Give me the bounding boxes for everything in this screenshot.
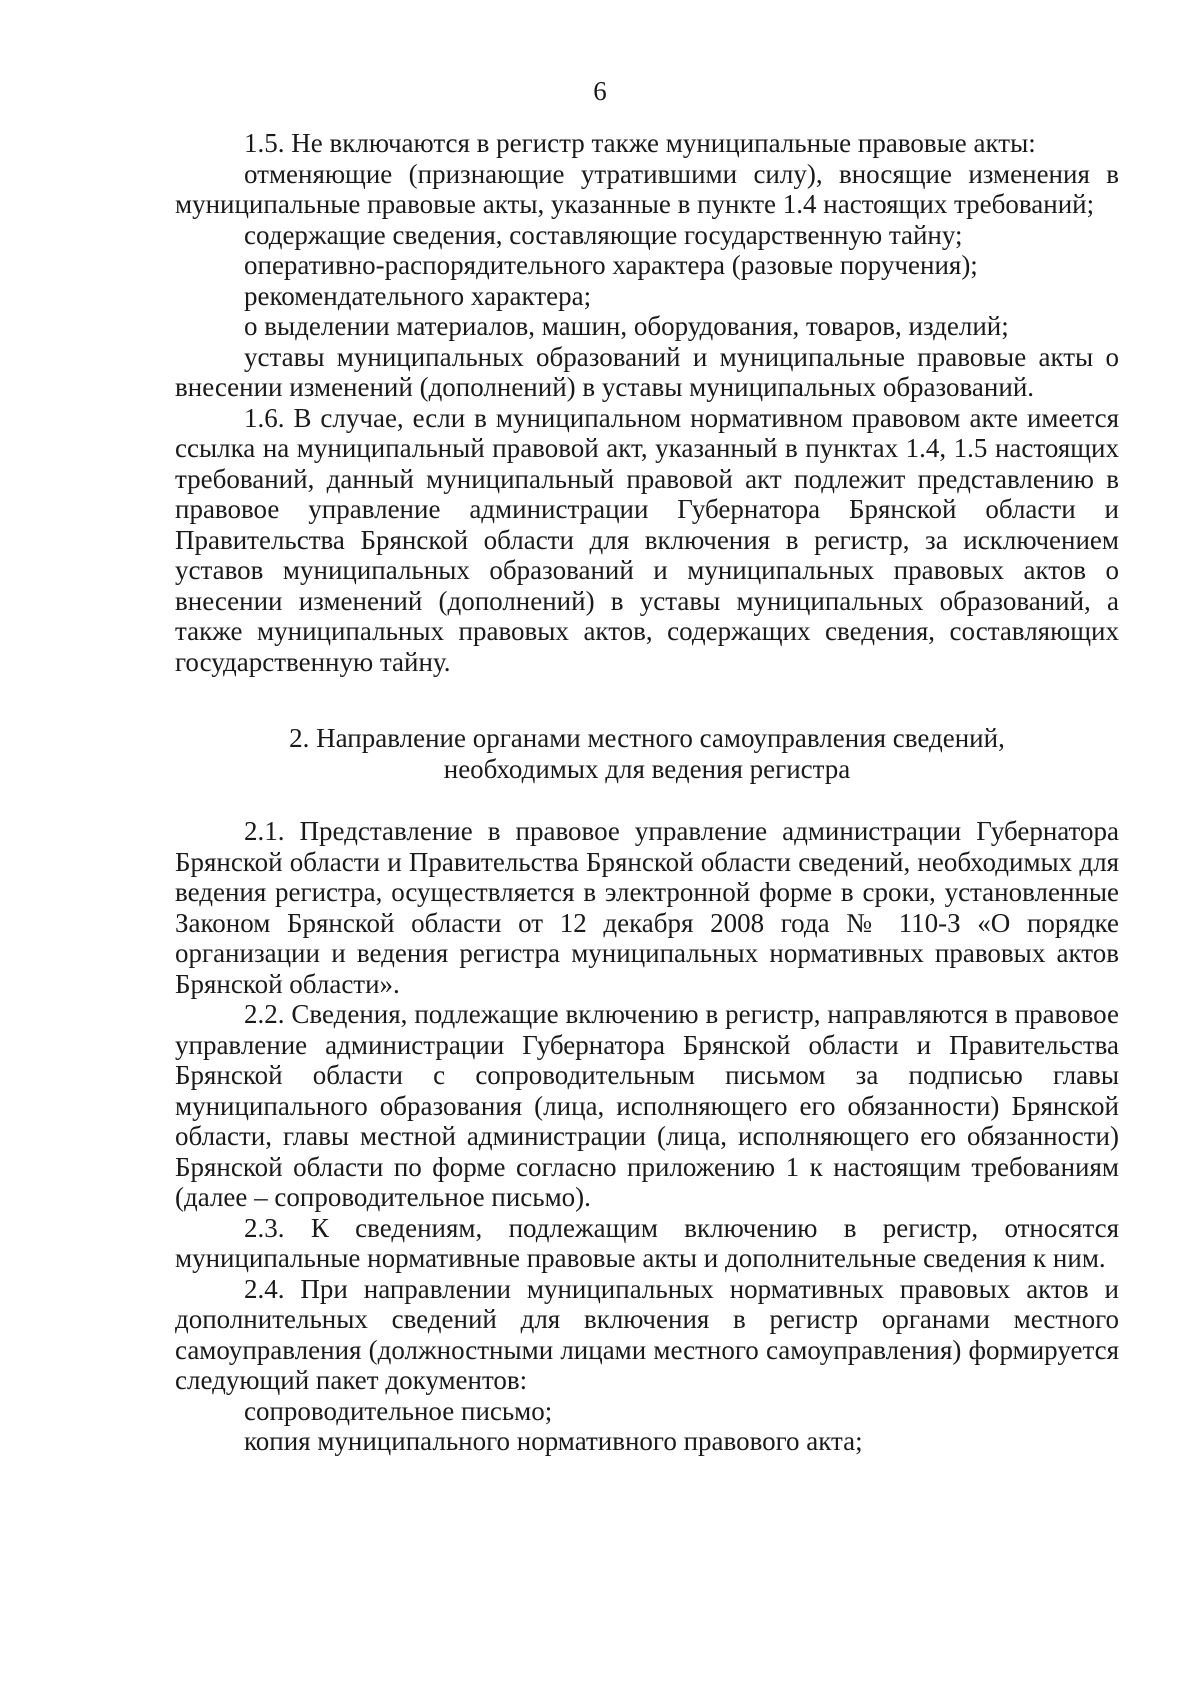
section-1-5-intro: 1.5. Не включаются в регистр также муниципальные правовые акты: [244, 128, 1036, 158]
section-2-heading-line-1: 2. Направление органами местного самоуправления сведений, [289, 723, 1005, 753]
section-1-5-item-6: уставы муниципальных образований и муниципальные правовые акты о внесении изменений (дополнений) в уставы муниципальных образований. [175, 341, 1119, 402]
page-number: 6 [593, 76, 607, 106]
section-1-6: 1.6. В случае, если в муниципальном нормативном правовом акте имеется ссылка на муниципальный правовой акт, указанный в пунктах 1.4, 1.5 настоящих требований, данный муниципальный правовой акт подлежит представлению в правовое управление администрации Губернатора Брянской области и Правительства Брянской области для включения в регистр, за исключением уставов муниципальных образований и муниципальных правовых актов о внесении изменений (дополнений) в уставы муниципальных образований, а также муниципальных правовых актов, содержащих сведения, составляющих государственную тайну. [175, 402, 1119, 677]
section-2-4-intro: 2.4. При направлении муниципальных нормативных правовых актов и дополнительных сведений для включения в регистр органами местного самоуправления (должностными лицами местного самоуправления) формируется следующий пакет документов: [175, 1273, 1119, 1395]
section-2-3: 2.3. К сведениям, подлежащим включению в регистр, относятся муниципальные нормативные правовые акты и дополнительные сведения к ним. [175, 1212, 1119, 1273]
section-1-5-item-1: отменяющие (признающие утратившими силу), вносящие изменения в муниципальные правовые акты, указанные в пункте 1.4 настоящих требований; [175, 158, 1119, 219]
section-1-5-item-3: оперативно-распорядительного характера (разовые поручения); [244, 250, 978, 280]
section-2-heading-line-2: необходимых для ведения регистра [443, 753, 851, 784]
section-2-2: 2.2. Сведения, подлежащие включению в регистр, направляются в правовое управление администрации Губернатора Брянской области и Правительства Брянской области с сопроводительным письмом за подписью главы муниципального образования (лица, исполняющего его обязанности) Брянской области, главы местной администрации (лица, исполняющего его обязанности) Брянской области по форме согласно приложению 1 к настоящим требованиям (далее – сопроводительное письмо). [175, 999, 1119, 1212]
section-1-5-item-5: о выделении материалов, машин, оборудования, товаров, изделий; [244, 311, 1009, 341]
section-1-5-item-2: содержащие сведения, составляющие государственную тайну; [244, 219, 963, 250]
document-body [175, 128, 1119, 1457]
section-1-5-item-4: рекомендательного характера; [244, 280, 592, 311]
section-2-1: 2.1. Представление в правовое управление администрации Губернатора Брянской области и Правительства Брянской области сведений, необходимых для ведения регистра, осуществляется в электронной форме в сроки, установленные Законом Брянской области от 12 декабря 2008 года № 110-З «О порядке организации и ведения регистра муниципальных нормативных правовых актов Брянской области». [175, 816, 1119, 999]
section-2-heading [175, 723, 1119, 784]
section-2-4-item-2: копия муниципального нормативного правового акта; [244, 1426, 863, 1456]
section-2-4-item-1: сопроводительное письмо; [244, 1395, 553, 1426]
